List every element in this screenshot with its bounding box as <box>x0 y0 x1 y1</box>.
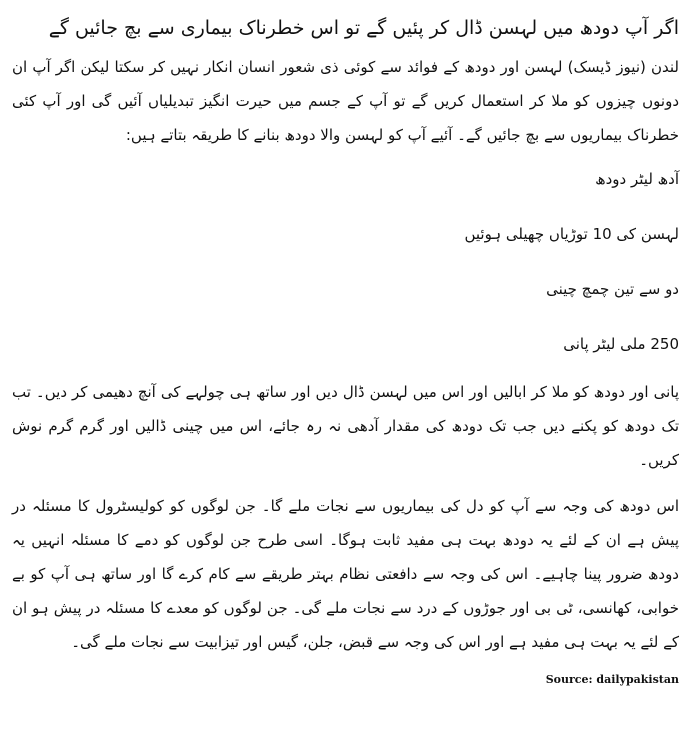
ingredient-item: دو سے تین چمچ چینی <box>546 280 679 298</box>
ingredients-list <box>12 162 679 361</box>
intro-paragraph: لندن (نیوز ڈیسک) لہسن اور دودھ کے فوائد سے کوئی ذی شعور انسان انکار نہیں کر سکتا لیکن اگر آپ ان دونوں چیزوں کو ملا کر استعمال کریں گے تو آپ کے جسم میں حیرت انگیز تبدیلیاں آئیں گی اور آپ کئی خطرناک بیماریوں سے بچ جائیں گے۔ آئیے آپ کو لہسن والا دودھ بنانے کا طریقہ بتاتے ہیں: <box>12 58 679 144</box>
source-name: dailypakistan <box>596 673 679 686</box>
source-credit <box>12 673 679 686</box>
ingredient-item: لہسن کی 10 توڑیاں چھیلی ہوئیں <box>464 225 679 243</box>
article <box>12 10 679 686</box>
article-title: اگر آپ دودھ میں لہسن ڈال کر پئیں گے تو اس خطرناک بیماری سے بچ جائیں گے <box>48 17 679 39</box>
method-paragraph: پانی اور دودھ کو ملا کر ابالیں اور اس میں لہسن ڈال دیں اور ساتھ ہی چولہے کی آنچ دھیمی کر دیں۔ تب تک دودھ کو پکنے دیں جب تک دودھ کی مقدار آدھی نہ رہ جائے، اس میں چینی ڈالیں اور گرم گرم نوش کریں۔ <box>12 383 679 469</box>
ingredient-item: آدھ لیٹر دودھ <box>595 170 679 188</box>
benefits-paragraph: اس دودھ کی وجہ سے آپ کو دل کی بیماریوں سے نجات ملے گا۔ جن لوگوں کو کولیسٹرول کا مسئلہ در پیش ہے ان کے لئے یہ دودھ بہت ہی مفید ثابت ہوگا۔ اسی طرح جن لوگوں کو دمے کا مسئلہ انہیں یہ دودھ ضرور پینا چاہیے۔ اس کی وجہ سے دافعتی نظام بہتر طریقے سے کام کرے گا اور ساتھ ہی آپ کو بے خوابی، کھانسی، ٹی بی اور جوڑوں کے درد سے نجات ملے گی۔ جن لوگوں کو معدے کا مسئلہ در پیش ہو ان کے لئے یہ بہت ہی مفید ہے اور اس کی وجہ سے قبض، جلن، گیس اور تیزابیت سے نجات ملے گی۔ <box>12 497 679 651</box>
source-label: Source: <box>545 673 593 686</box>
ingredient-item: 250 ملی لیٹر پانی <box>563 335 679 353</box>
